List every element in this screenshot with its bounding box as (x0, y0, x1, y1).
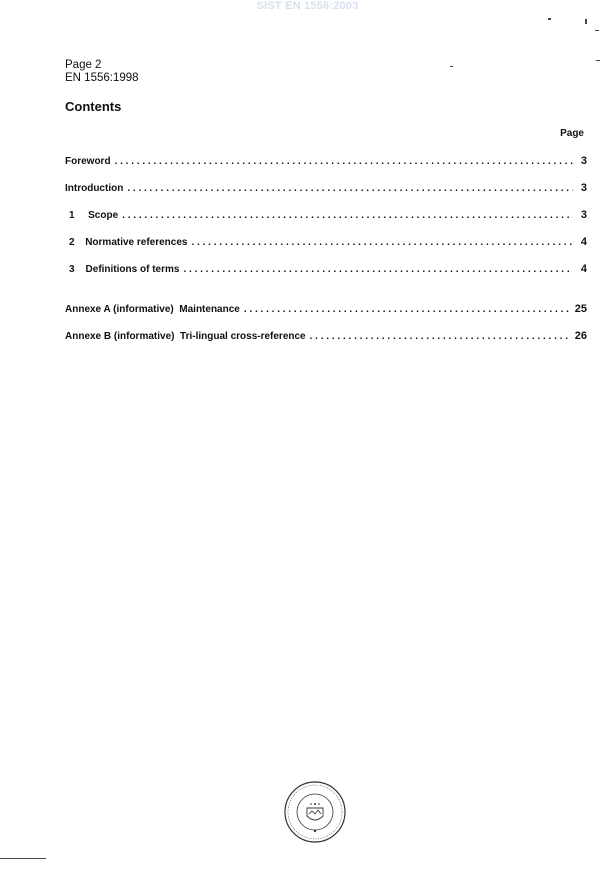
standard-number: EN 1556:1998 (65, 72, 139, 84)
toc-leader-dots (191, 237, 573, 248)
toc-entry-title: Annexe A (informative) Maintenance (65, 304, 240, 315)
toc-entry-page: 4 (580, 236, 587, 248)
toc-entry-page: 3 (580, 155, 587, 167)
toc-entry-title: Annexe B (informative) Tri-lingual cross-reference (65, 331, 306, 342)
toc-entry-page: 3 (580, 182, 587, 194)
toc-entry-title: Foreword (65, 156, 111, 167)
scan-mark (595, 30, 599, 31)
toc-entry-annex-b (65, 330, 587, 344)
toc-entry-normative-references (65, 236, 587, 250)
toc-leader-dots (127, 183, 573, 194)
scan-mark (450, 66, 453, 67)
toc-entry-page: 3 (580, 209, 587, 221)
page-column-label: Page (560, 128, 584, 139)
scan-mark (548, 18, 551, 20)
toc-entry-number: 2 (69, 237, 75, 248)
toc-entry-title: Introduction (65, 183, 124, 194)
toc-entry-title: Scope (88, 210, 119, 221)
page-header (65, 59, 139, 85)
toc-entry-title: Normative references (85, 237, 188, 248)
toc-leader-dots (122, 210, 573, 221)
toc-entry-scope (65, 209, 587, 223)
toc-entry-number: 1 (69, 210, 75, 221)
scan-mark (585, 19, 587, 24)
toc-entry-page: 26 (574, 330, 587, 342)
official-seal-icon (283, 780, 347, 844)
toc-entry-foreword (65, 155, 587, 169)
toc-entry-title: Definitions of terms (85, 264, 180, 275)
page-number: Page 2 (65, 59, 102, 71)
toc-leader-dots (310, 331, 571, 342)
toc-entry-annex-a (65, 303, 587, 317)
toc-leader-dots (183, 264, 573, 275)
toc-leader-dots (115, 156, 573, 167)
toc-entry-number: 3 (69, 264, 75, 275)
contents-title: Contents (65, 99, 122, 114)
toc-entry-page: 4 (580, 263, 587, 275)
toc-entry-introduction (65, 182, 587, 196)
watermark: SIST EN 1556:2003 (256, 0, 359, 12)
scan-mark (596, 60, 600, 61)
toc-entry-definitions (65, 263, 587, 277)
scan-mark (0, 858, 46, 859)
toc-entry-page: 25 (574, 303, 587, 315)
toc-leader-dots (244, 304, 571, 315)
